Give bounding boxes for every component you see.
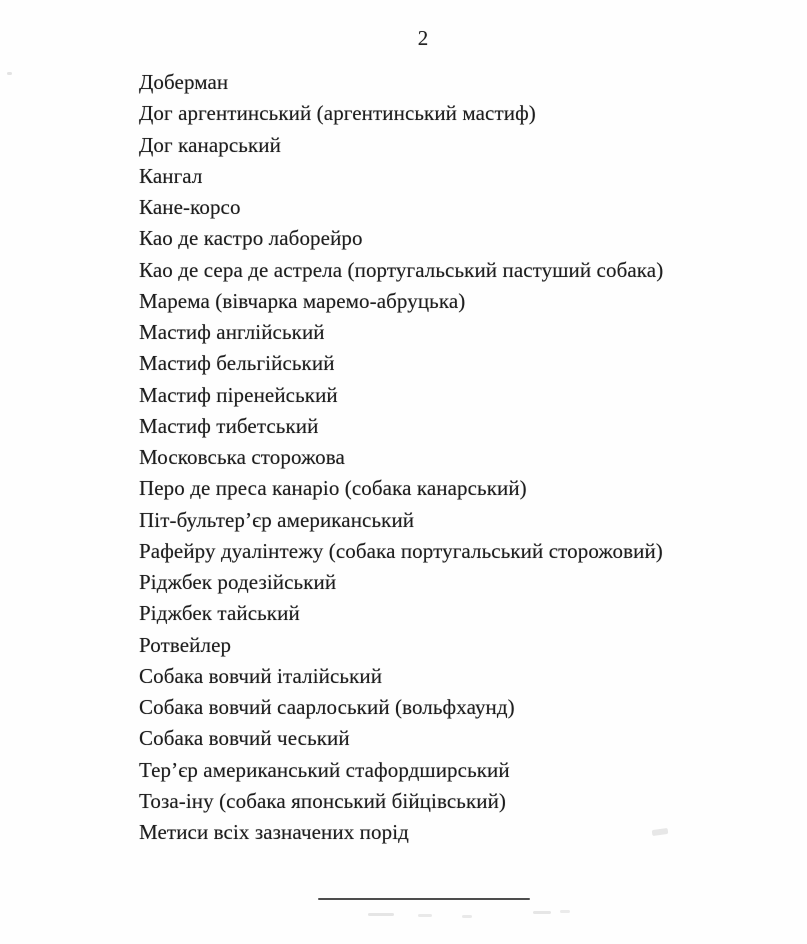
list-item: Мастиф піренейський: [139, 382, 338, 407]
list-item: Ріджбек родезійський: [139, 570, 337, 594]
scan-artifact: [533, 911, 551, 914]
list-item: Дог аргентинський (аргентинський мастиф): [139, 101, 536, 126]
list-item: Ріджбек тайський: [139, 601, 300, 626]
list-item: Собака вовчий італійський: [139, 663, 383, 688]
scan-artifact: [418, 914, 432, 917]
list-item: Собака вовчий саарлоський (вольфхаунд): [139, 695, 515, 719]
page-number: 2: [417, 26, 429, 50]
scan-artifact: [368, 913, 394, 916]
list-item: Као де сера де астрела (португальський пастуший собака): [139, 257, 664, 282]
list-item: Мастиф бельгійський: [139, 351, 335, 376]
list-item: Собака вовчий чеський: [139, 726, 350, 751]
scan-artifact: [462, 915, 472, 918]
list-item: Рафейру дуалінтежу (собака португальський сторожовий): [139, 538, 663, 563]
scan-artifact: [560, 910, 570, 913]
list-item: Мастиф англійський: [139, 320, 325, 344]
list-item: Доберман: [139, 70, 229, 94]
scan-artifact: [7, 72, 12, 75]
list-item: Ротвейлер: [139, 632, 232, 657]
list-item: Московська сторожова: [139, 445, 345, 469]
list-item: Као де кастро лаборейро: [139, 226, 363, 251]
signature-line: [318, 898, 530, 900]
list-item: Перо де преса канаріо (собака канарський): [139, 476, 527, 501]
list-item: Тер’єр американський стафордширський: [139, 757, 510, 782]
list-item: Марема (вівчарка маремо-абруцька): [139, 288, 466, 313]
list-item: Кане-корсо: [139, 195, 241, 219]
list-item: Мастиф тибетський: [139, 413, 319, 438]
list-item: Дог канарський: [139, 132, 281, 157]
list-item: Піт-бультер’єр американський: [139, 507, 415, 532]
list-item: Кангал: [139, 163, 203, 188]
list-item: Метиси всіх зазначених порід: [139, 820, 409, 844]
list-item: Тоза-іну (собака японський бійцівський): [139, 788, 507, 813]
breed-list: [139, 67, 759, 848]
